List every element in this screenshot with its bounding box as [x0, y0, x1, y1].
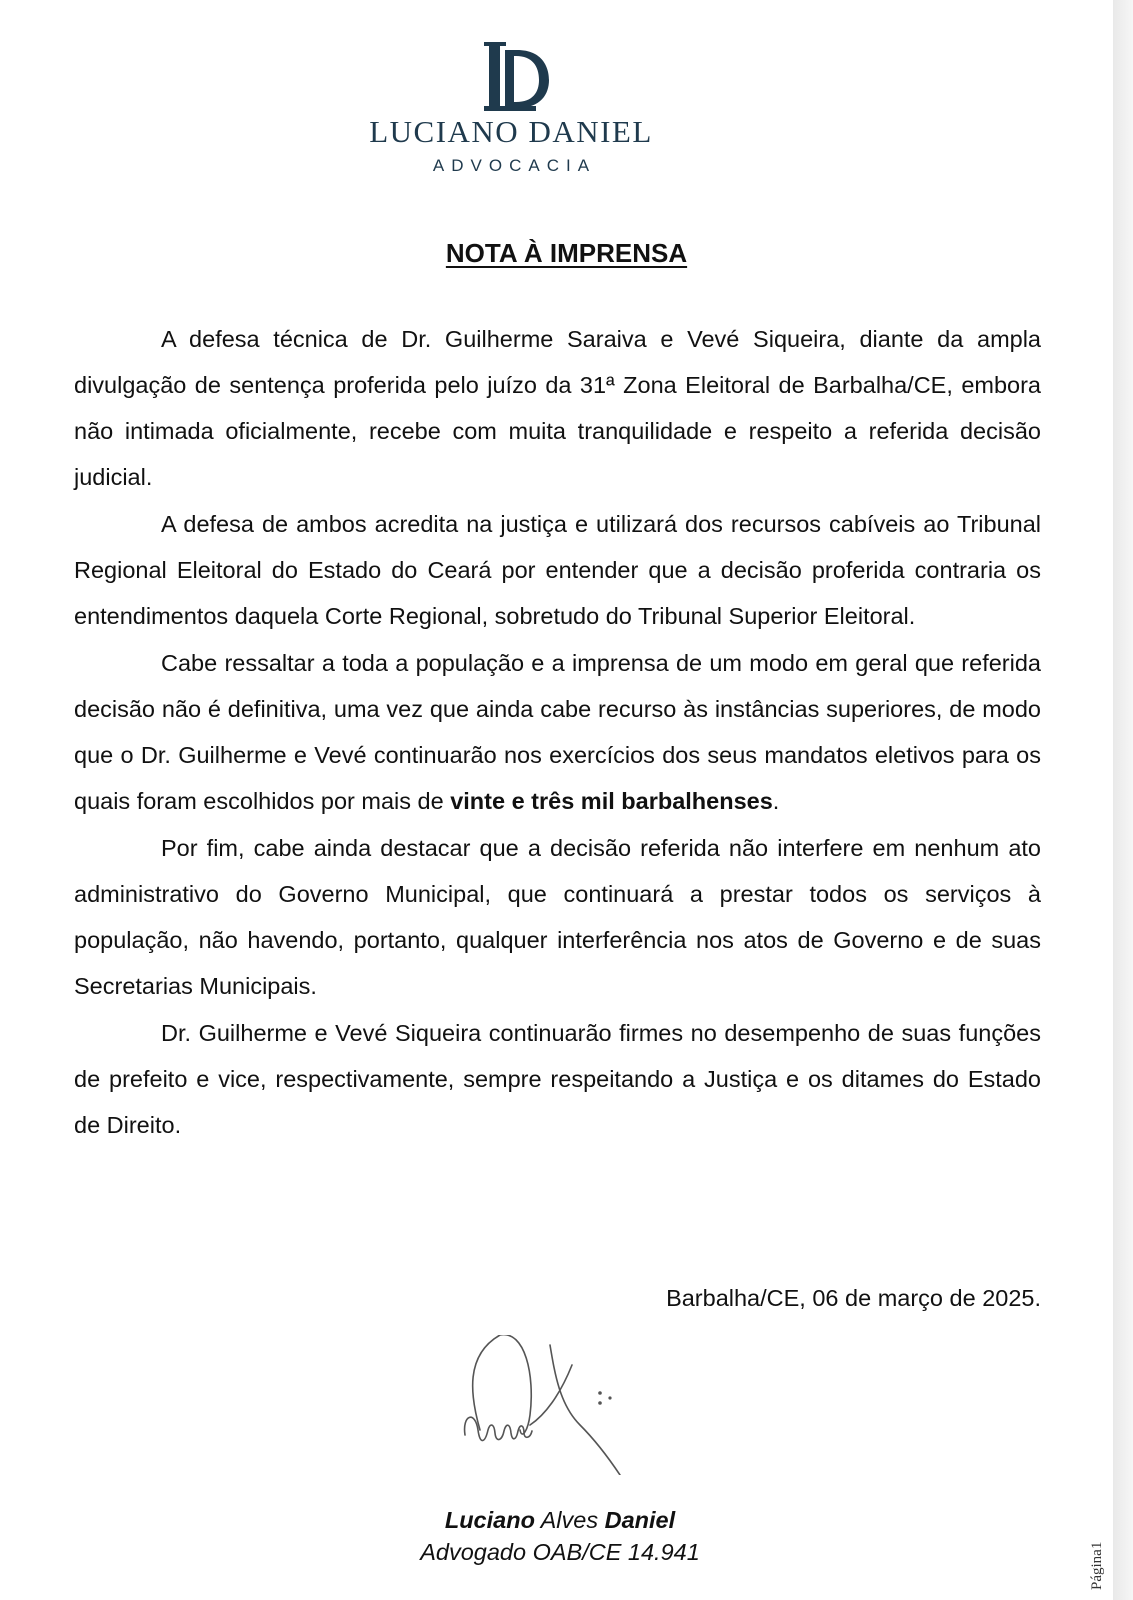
paragraph-text: .: [772, 788, 780, 814]
emphasis-text: vinte e três mil barbalhenses: [450, 788, 773, 814]
signatory-role: Advogado OAB/CE 14.941: [420, 1539, 700, 1565]
ld-monogram-icon: [451, 40, 571, 116]
document-body: [74, 316, 1041, 1149]
letterhead-logo: [336, 40, 686, 176]
handwritten-signature: [460, 1335, 660, 1475]
paragraph: A defesa técnica de Dr. Guilherme Saraiva e Vevé Siqueira, diante da ampla divulgação de sentença proferida pelo juízo da 31ª Zona Eleitoral de Barbalha/CE, embora não intimada oficialmente, recebe com muita tranquilidade e respeito a referida decisão judicial.: [74, 326, 1041, 490]
firm-subtitle: ADVOCACIA: [432, 156, 597, 175]
paragraph-text: Cabe ressaltar a toda a população e a imprensa de um modo em geral que referida decisão não é definitiva, uma vez que ainda cabe recurso às instâncias superiores, de modo que o Dr. Guilherme e Vevé continuarão nos exercícios dos seus mandatos eletivos para os quais foram escolhidos por mais de: [74, 650, 1041, 814]
paragraph: Por fim, cabe ainda destacar que a decisão referida não interfere em nenhum ato administrativo do Governo Municipal, que continuará a prestar todos os serviços à população, não havendo, portanto, qualquer interferência nos atos de Governo e de suas Secretarias Municipais.: [74, 835, 1041, 999]
signatory-first-name: Luciano: [444, 1507, 535, 1533]
signature-block: [340, 1504, 780, 1568]
signatory-name: [340, 1504, 780, 1536]
signatory-last-name: Daniel: [604, 1507, 676, 1533]
date-line: Barbalha/CE, 06 de março de 2025.: [666, 1285, 1041, 1311]
paragraph: Dr. Guilherme e Vevé Siqueira continuarão firmes no desempenho de suas funções de prefeito e vice, respectivamente, sempre respeitando a Justiça e os ditames do Estado de Direito.: [74, 1020, 1041, 1138]
page-number: Página1: [1089, 1541, 1105, 1590]
page-title: NOTA À IMPRENSA: [445, 238, 688, 268]
signatory-middle-name: Alves: [540, 1507, 599, 1533]
firm-name: LUCIANO DANIEL: [369, 114, 653, 149]
paragraph: [74, 640, 1041, 824]
paragraph: A defesa de ambos acredita na justiça e utilizará dos recursos cabíveis ao Tribunal Regional Eleitoral do Estado do Ceará por entender que a decisão proferida contraria os entendimentos daquela Corte Regional, sobretudo do Tribunal Superior Eleitoral.: [74, 511, 1041, 629]
